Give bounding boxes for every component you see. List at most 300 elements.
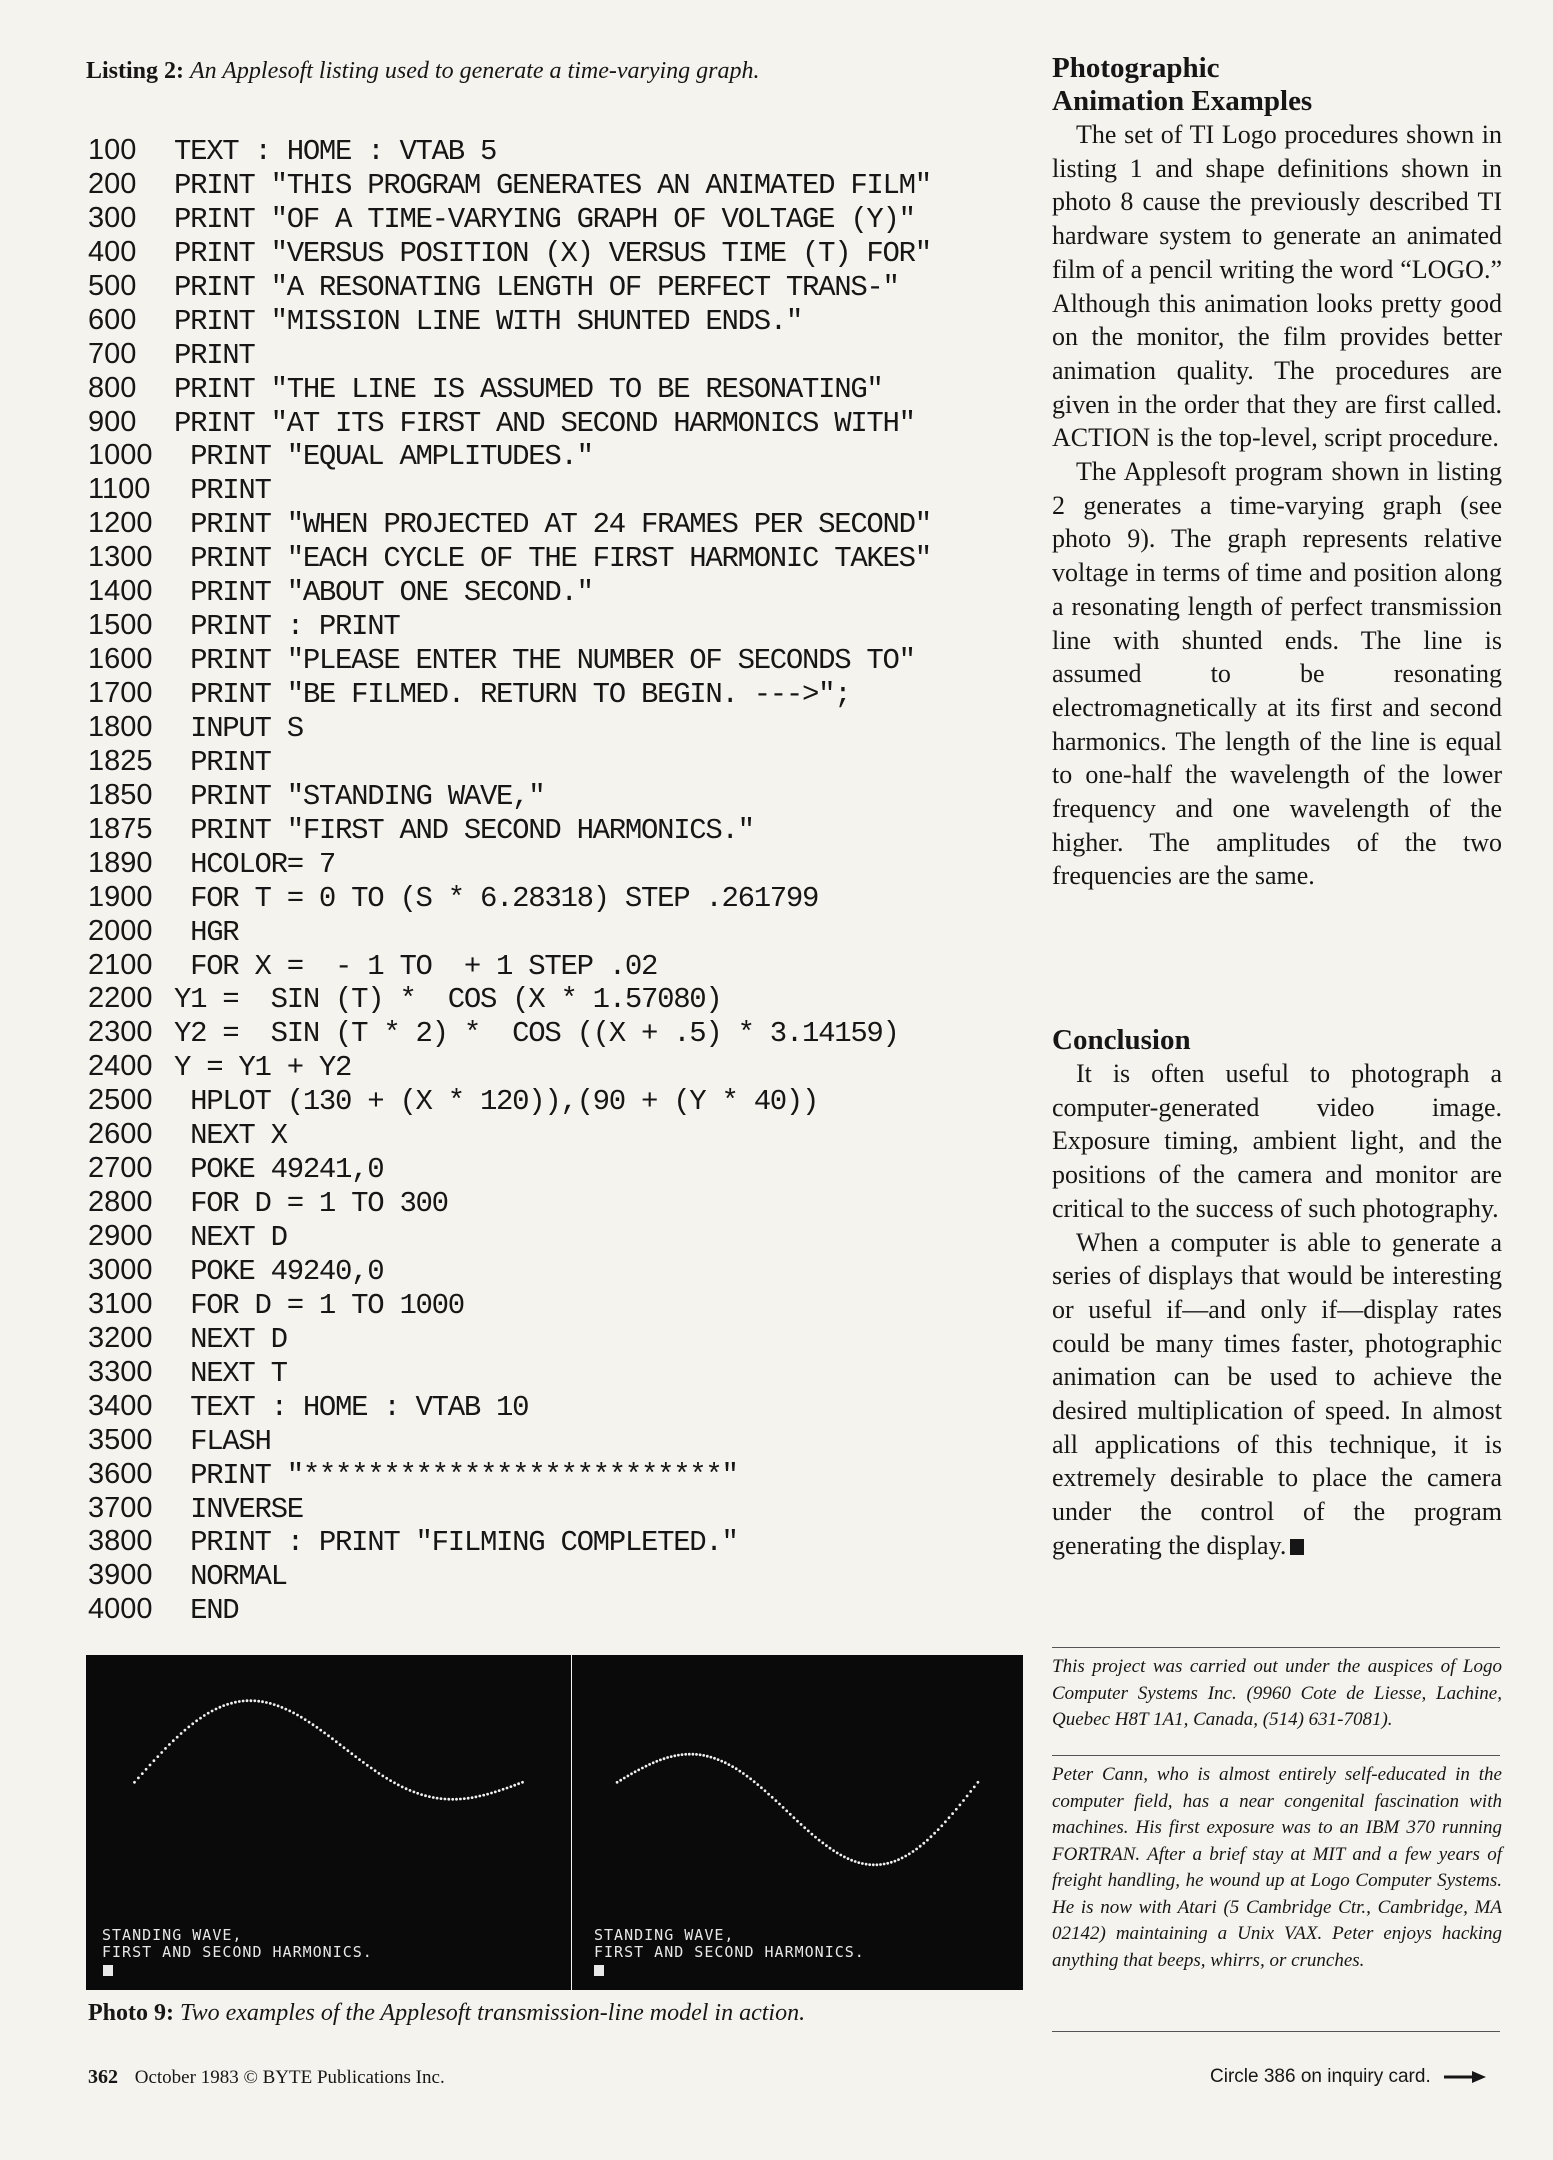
wave-point [940,1824,943,1827]
wave-point [176,1736,179,1739]
code-text: PRINT "ABOUT ONE SECOND." [174,576,593,610]
code-text: NEXT D [174,1221,287,1254]
wave-point [645,1765,648,1768]
wave-point [494,1791,497,1794]
wave-point [440,1797,443,1800]
wave-point [447,1798,450,1801]
wave-point [829,1847,832,1850]
wave-point [627,1775,630,1778]
wave-point [793,1816,796,1819]
wave-point [930,1835,933,1838]
code-line [88,676,1028,710]
code-text: FOR D = 1 TO 1000 [174,1288,464,1322]
wave-point [432,1796,435,1799]
code-line [88,1491,1028,1525]
code-text: INPUT S [174,711,303,745]
code-line [88,574,1028,608]
wave-point [677,1754,680,1757]
wave-point [273,1703,276,1706]
wave-point [821,1842,824,1845]
code-line [88,506,1028,540]
code-line [88,167,1028,201]
wave-point [886,1862,889,1865]
wave-point [807,1830,810,1833]
footer-left [88,2066,445,2089]
wave-point [890,1861,893,1864]
wave-point [811,1833,814,1836]
wave-point [926,1839,929,1842]
wave-point [749,1777,752,1780]
wave-point [933,1832,936,1835]
line-number: 2800 [88,1186,153,1219]
section-conclusion [1052,1024,1502,1563]
wave-point [203,1714,206,1717]
code-text: HGR [174,915,239,949]
code-line [88,438,1028,472]
line-number: 1200 [88,507,153,540]
code-line [88,1185,1028,1219]
wave-point [502,1788,505,1791]
wave-point [634,1770,637,1773]
line-number: 200 [88,167,137,200]
wave-point [789,1813,792,1816]
code-text: PRINT : PRINT "FILMING COMPLETED." [174,1526,738,1560]
wave-point [428,1795,431,1798]
line-number: 700 [88,337,137,370]
wave-point [498,1789,501,1792]
wave-point [894,1860,897,1863]
wave-point [300,1716,303,1719]
code-line [88,1219,1028,1253]
wave-point [381,1775,384,1778]
line-number: 2500 [88,1084,153,1117]
screen-text-right [594,1927,865,1961]
code-line [88,1423,1028,1457]
code-line [88,133,1028,167]
wave-point [510,1785,513,1788]
wave-point [164,1747,167,1750]
code-text: PRINT "WHEN PROJECTED AT 24 FRAMES PER SECOND" [174,508,931,542]
wave-point [901,1857,904,1860]
wave-point [354,1755,357,1758]
wave-point [284,1708,287,1711]
line-number: 3100 [88,1287,153,1320]
wave-point [219,1706,222,1709]
wave-point [160,1751,163,1754]
wave-point [226,1703,229,1706]
line-number: 1825 [88,744,153,777]
section1-paragraph2: The Applesoft program shown in listing 2 generates a time-varying graph (see photo 9). The graph represents relative voltage in terms of time and position along a resonating length of perfect transmission line with shunted ends. The line is assumed to be resonating electromagnetically at its first and second harmonics. The length of the line is equal to one-half the wavelength of the lower frequency and one wavelength of the higher. The amplitudes of the two frequencies are the same. [1052,457,1502,891]
wave-point [253,1699,256,1702]
wave-point [362,1761,365,1764]
code-text: PRINT "**************************" [174,1458,738,1492]
photo-left [86,1655,571,1990]
code-text: PRINT "THE LINE IS ASSUMED TO BE RESONATING" [174,372,883,406]
photo-caption [88,2000,805,2027]
line-number: 100 [88,134,137,166]
line-number: 900 [88,405,137,438]
code-text: PRINT "MISSION LINE WITH SHUNTED ENDS." [174,304,803,338]
wave-point [327,1734,330,1737]
section2-title: Conclusion [1052,1024,1191,1056]
line-number: 2000 [88,914,153,947]
wave-point [350,1752,353,1755]
wave-point [857,1861,860,1864]
wave-point [215,1708,218,1711]
wave-point [977,1781,980,1784]
code-line [88,235,1028,269]
wave-point [490,1792,493,1795]
listing-caption [86,58,760,85]
wave-point [771,1796,774,1799]
code-line [88,1049,1028,1083]
wave-point [912,1850,915,1853]
divider-rule-1 [1052,1647,1500,1648]
wave-point [172,1739,175,1742]
wave-point [145,1768,148,1771]
wave-point [731,1765,734,1768]
wave-point [854,1860,857,1863]
issue-line: October 1983 © BYTE Publications Inc. [134,2067,445,2088]
wave-point [619,1779,622,1782]
code-text: TEXT : HOME : VTAB 5 [174,135,497,168]
code-text: PRINT "VERSUS POSITION (X) VERSUS TIME (T) FOR" [174,236,931,270]
wave-point [692,1753,695,1756]
line-number: 3900 [88,1559,153,1592]
screen-line2-left: FIRST AND SECOND HARMONICS. [102,1943,373,1961]
screen-line1-left: STANDING WAVE, [102,1926,243,1944]
wave-point [304,1718,307,1721]
wave-point [948,1816,951,1819]
wave-point [207,1712,210,1715]
code-text: NEXT X [174,1119,287,1153]
wave-point [277,1705,280,1708]
wave-point [623,1777,626,1780]
code-line [88,744,1028,778]
wave-point [735,1767,738,1770]
wave-point [706,1755,709,1758]
wave-point [420,1793,423,1796]
wave-point [868,1863,871,1866]
wave-point [467,1797,470,1800]
wave-point [796,1820,799,1823]
code-text: Y1 = SIN (T) * COS (X * 1.57080) [174,983,722,1017]
footer-right [1210,2066,1486,2088]
wave-point [475,1796,478,1799]
wave-point [187,1726,190,1729]
code-line [88,846,1028,880]
wave-point [366,1764,369,1767]
wave-point [659,1759,662,1762]
code-text: PRINT "AT ITS FIRST AND SECOND HARMONICS WITH" [174,406,915,440]
line-number: 3200 [88,1321,153,1354]
wave-point [839,1854,842,1857]
wave-point [296,1714,299,1717]
code-line [88,371,1028,405]
code-line [88,1015,1028,1049]
wave-point [616,1781,619,1784]
code-line [88,269,1028,303]
screen-text-left [102,1927,373,1961]
wave-point [959,1804,962,1807]
line-number: 1600 [88,643,153,676]
section2-paragraph2: When a computer is able to generate a series of displays that would be interesting or useful if—and only if—display rates could be many times faster, photographic animation can be used to achieve the desired multiplication of speed. In almost all applications of this technique, it is extremely desirable to place the camera under the control of the program generating the display. [1052,1227,1502,1560]
wave-point [153,1759,156,1762]
wave-point [405,1787,408,1790]
wave-point [312,1723,315,1726]
code-text: PRINT "FIRST AND SECOND HARMONICS." [174,813,754,847]
line-number: 1700 [88,677,153,709]
code-line [88,1389,1028,1423]
wave-point [378,1772,381,1775]
code-line [88,642,1028,676]
code-line [88,1253,1028,1287]
line-number: 1300 [88,541,153,574]
wave-point [713,1757,716,1760]
code-line [88,1524,1028,1558]
wave-point [753,1780,756,1783]
wave-point [323,1732,326,1735]
wave-point [803,1826,806,1829]
code-text: HPLOT (130 + (X * 120)),(90 + (Y * 40)) [174,1085,819,1119]
wave-point [370,1767,373,1770]
line-number: 400 [88,235,137,268]
wave-point [652,1761,655,1764]
code-text: FOR T = 0 TO (S * 6.28318) STEP .261799 [174,881,819,915]
wave-point [800,1823,803,1826]
line-number: 2100 [88,948,153,981]
wave-point [455,1798,458,1801]
line-number: 1850 [88,778,153,811]
cursor-block-right [594,1965,604,1976]
wave-point [238,1700,241,1703]
wave-point [756,1783,759,1786]
code-line [88,778,1028,812]
line-number: 3700 [88,1491,153,1524]
line-number: 1000 [88,439,153,472]
wave-point [250,1699,253,1702]
wave-point [222,1704,225,1707]
wave-point [156,1755,159,1758]
wave-point [666,1756,669,1759]
wave-point [897,1858,900,1861]
section1-title-line1: Photographic [1052,52,1220,84]
code-text: POKE 49241,0 [174,1153,384,1187]
cursor-block-left [103,1965,113,1976]
line-number: 2400 [88,1050,153,1083]
wave-point [521,1781,524,1784]
code-line [88,914,1028,948]
wave-point [234,1701,237,1704]
wave-point [513,1784,516,1787]
right-arrow-icon [1444,2070,1486,2084]
code-line [88,1287,1028,1321]
code-line [88,1592,1028,1626]
wave-point [847,1857,850,1860]
wave-point [331,1737,334,1740]
wave-point [471,1796,474,1799]
code-text: PRINT "PLEASE ENTER THE NUMBER OF SECONDS TO" [174,644,915,678]
code-text: HCOLOR= 7 [174,847,336,881]
line-number: 600 [88,303,137,336]
code-text: Y2 = SIN (T * 2) * COS ((X + .5) * 3.14159) [174,1017,899,1051]
code-text: PRINT "THIS PROGRAM GENERATES AN ANIMATED FILM" [174,168,931,202]
divider-rule-2 [1052,1755,1500,1756]
wave-point [908,1853,911,1856]
wave-point [195,1719,198,1722]
wave-point [861,1862,864,1865]
wave-point [843,1856,846,1859]
wave-point [478,1795,481,1798]
line-number: 3500 [88,1423,153,1456]
section1-paragraph1: The set of TI Logo procedures shown in listing 1 and shape definitions shown in photo 8 cause the previously described TI hardware system to generate an animated film of a pencil writing the word “LOGO.” Although this animation looks pretty good on the monitor, the film provides better animation quality. The procedures are given in the order that they are first called. ACTION is the top-level, script procedure. [1052,120,1502,453]
line-number: 3400 [88,1389,153,1422]
listing-caption-text: An Applesoft listing used to generate a time-varying graph. [190,58,760,84]
wave-point [149,1764,152,1767]
wave-point [684,1753,687,1756]
wave-point [281,1706,284,1709]
code-line [88,472,1028,506]
code-line [88,812,1028,846]
line-number: 800 [88,371,137,404]
screen-line2-right: FIRST AND SECOND HARMONICS. [594,1943,865,1961]
wave-point [199,1717,202,1720]
wave-point [180,1732,183,1735]
wave-point [937,1828,940,1831]
line-number: 1900 [88,880,153,913]
line-number: 2200 [88,982,153,1015]
line-number: 3000 [88,1253,153,1286]
wave-point [919,1845,922,1848]
line-number: 1500 [88,609,153,642]
wave-point [767,1793,770,1796]
line-number: 4000 [88,1593,153,1626]
code-line [88,1457,1028,1491]
wave-point [261,1700,264,1703]
code-text: PRINT "OF A TIME-VARYING GRAPH OF VOLTAGE (Y)" [174,202,915,236]
wave-point [374,1769,377,1772]
wave-point [955,1808,958,1811]
wave-point [746,1775,749,1778]
code-line [88,337,1028,371]
wave-point [451,1798,454,1801]
wave-point [637,1769,640,1772]
code-line [88,303,1028,337]
code-text: PRINT "EACH CYCLE OF THE FIRST HARMONIC TAKES" [174,542,931,576]
line-number: 1875 [88,812,153,845]
wave-point [191,1722,194,1725]
wave-point [319,1729,322,1732]
wave-point [850,1859,853,1862]
wave-point [710,1756,713,1759]
line-number: 2600 [88,1118,153,1151]
code-text: Y = Y1 + Y2 [174,1051,352,1085]
wave-point [246,1699,249,1702]
wave-point [764,1789,767,1792]
wave-point [343,1746,346,1749]
code-line [88,540,1028,574]
code-text: END [174,1594,239,1628]
code-line [88,1083,1028,1117]
section2-paragraph2-wrap [1052,1226,1502,1563]
wave-point [775,1799,778,1802]
wave-point [630,1772,633,1775]
wave-point [269,1702,272,1705]
wave-point [424,1794,427,1797]
wave-point [339,1743,342,1746]
wave-point [242,1700,245,1703]
wave-point [962,1799,965,1802]
wave-point [944,1820,947,1823]
wave-point [966,1795,969,1798]
wave-point [486,1793,489,1796]
wave-point [347,1749,350,1752]
code-text: PRINT [174,338,255,372]
wave-point [137,1777,140,1780]
line-number: 1400 [88,575,153,608]
wave-point [482,1794,485,1797]
code-line [88,1355,1028,1389]
wave-point [883,1863,886,1866]
wave-point [257,1700,260,1703]
section1-title-line2: Animation Examples [1052,85,1313,117]
wave-point [876,1863,879,1866]
wave-point [673,1754,676,1757]
wave-point [385,1777,388,1780]
wave-point [836,1852,839,1855]
wave-point [688,1753,691,1756]
wave-point [922,1842,925,1845]
inquiry-text: Circle 386 on inquiry card. [1210,2066,1431,2087]
wave-point [872,1863,875,1866]
code-line [88,608,1028,642]
divider-rule-3 [1052,2031,1500,2032]
line-number: 3600 [88,1457,153,1490]
wave-point [655,1760,658,1763]
wave-point [506,1787,509,1790]
end-mark-icon [1290,1539,1304,1555]
wave-point [459,1798,462,1801]
code-line [88,405,1028,439]
code-text: INVERSE [174,1492,303,1526]
code-text: PRINT "A RESONATING LENGTH OF PERFECT TRANS-" [174,270,899,304]
line-number: 300 [88,201,137,234]
wave-point [517,1782,520,1785]
code-line [88,710,1028,744]
code-line [88,201,1028,235]
wave-point [265,1701,268,1704]
wave-point [335,1740,338,1743]
wave-point [409,1789,412,1792]
wave-point [681,1753,684,1756]
wave-point [904,1855,907,1858]
wave-point [814,1836,817,1839]
wave-point [951,1812,954,1815]
code-text: NORMAL [174,1560,287,1594]
wave-point [818,1839,821,1842]
wave-point [184,1729,187,1732]
wave-point [973,1786,976,1789]
wave-point [316,1726,319,1729]
wave-point [717,1758,720,1761]
wave-point [389,1779,392,1782]
wave-point [230,1702,233,1705]
code-text: PRINT [174,474,271,508]
project-note: This project was carried out under the auspices of Logo Computer Systems Inc. (9960 Cote de Liesse, Lachine, Quebec H8T 1A1, Canada, (514) 631-7081). [1052,1656,1502,1730]
code-text: PRINT "BE FILMED. RETURN TO BEGIN. --->"; [174,678,851,711]
code-text: PRINT [174,745,271,779]
code-text: PRINT : PRINT [174,610,400,644]
